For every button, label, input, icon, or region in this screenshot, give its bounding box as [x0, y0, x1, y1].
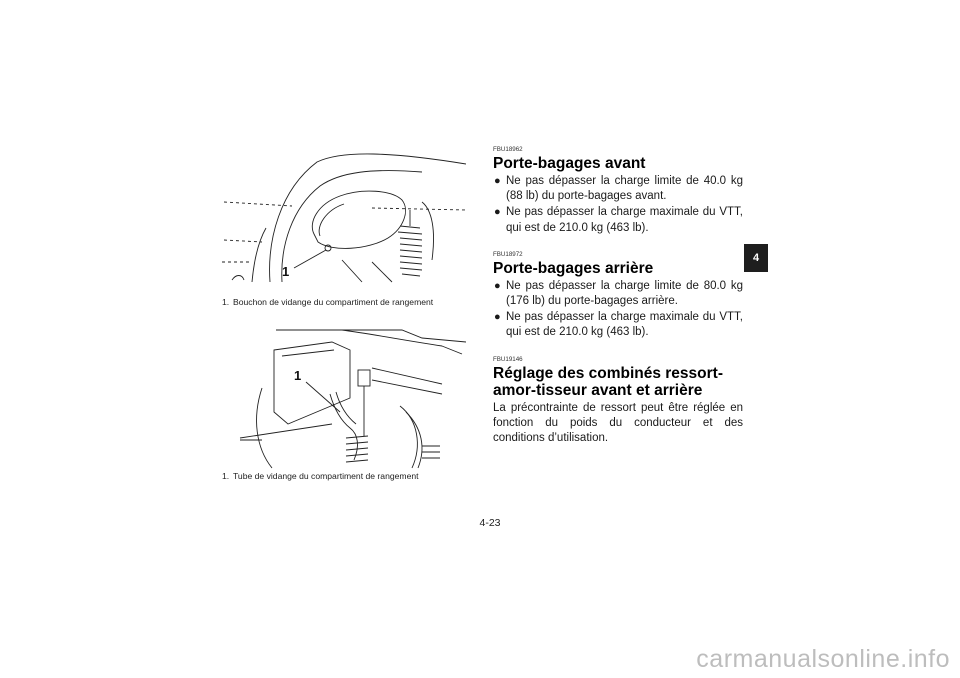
- bullet-list: [493, 279, 743, 341]
- section-paragraph: La précontrainte de ressort peut être réglée en fonction du poids du conducteur et des conditions d’utilisation.: [493, 401, 743, 445]
- bullet-icon: ●: [494, 175, 501, 187]
- bullet-list: [493, 174, 743, 236]
- caption-text: Bouchon de vidange du compartiment de rangement: [233, 297, 434, 307]
- section-code: FBU19146: [493, 355, 523, 363]
- watermark: carmanualsonline.info: [696, 645, 950, 673]
- chapter-tab: 4: [744, 244, 768, 272]
- section-title: Porte-bagages avant: [493, 155, 646, 172]
- text-column: [493, 146, 743, 461]
- illustration-drain-plug: [222, 150, 466, 290]
- section-code: FBU18972: [493, 250, 523, 258]
- section-front-rack: [493, 146, 743, 236]
- list-item: ● Ne pas dépasser la charge limite de 80.0 kg (176 lb) du porte-bagages arrière.: [494, 279, 743, 308]
- callout-1: 1: [282, 264, 290, 279]
- caption-number: 1.: [222, 297, 230, 307]
- figure-caption-1: [222, 297, 472, 308]
- bullet-icon: ●: [494, 311, 501, 324]
- drain-tube-drawing: [222, 328, 466, 470]
- caption-number: 1.: [222, 471, 230, 481]
- section-title: Porte-bagages arrière: [493, 259, 654, 277]
- callout-1: 1: [294, 368, 302, 383]
- section-shock-adjustment: [493, 356, 743, 447]
- section-title: Réglage des combinés ressort-amor-tisseur avant et arrière: [493, 364, 723, 399]
- figure-caption-2: [222, 471, 472, 482]
- illustration-drain-tube: [222, 328, 466, 470]
- bullet-icon: ●: [494, 279, 501, 292]
- page-number: 4-23: [479, 517, 501, 529]
- caption-text: Tube de vidange du compartiment de rangement: [233, 471, 419, 481]
- list-item: ● Ne pas dépasser la charge limite de 40.0 kg (88 lb) du porte-bagages avant.: [494, 175, 743, 203]
- list-item: ● Ne pas dépasser la charge maximale du VTT, qui est de 210.0 kg (463 lb).: [494, 311, 743, 339]
- section-code: FBU18962: [493, 146, 523, 153]
- list-item: ● Ne pas dépasser la charge maximale du VTT, qui est de 210.0 kg (463 lb).: [494, 206, 743, 234]
- bullet-icon: ●: [494, 206, 501, 219]
- section-rear-rack: [493, 251, 743, 341]
- drain-plug-drawing: [222, 150, 466, 290]
